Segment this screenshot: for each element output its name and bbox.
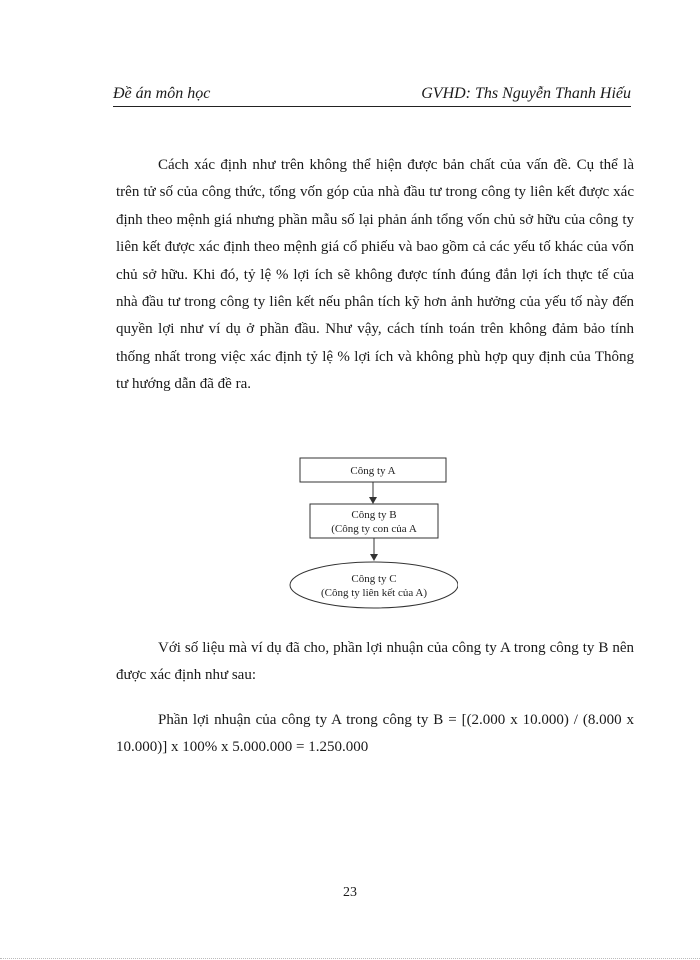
body-paragraph-2: Với số liệu mà ví dụ đã cho, phần lợi nhuận của công ty A trong công ty B nên được xác định như sau: <box>116 640 634 684</box>
body-paragraph-3: Phần lợi nhuận của công ty A trong công ty B = [(2.000 x 10.000) / (8.000 x 10.000)] x 100% x 5.000.000 = 1.250.000 <box>116 712 634 756</box>
node-b-label-2: (Công ty con của A <box>331 523 417 535</box>
diagram-svg <box>288 455 458 615</box>
node-a-label: Công ty A <box>350 465 396 477</box>
node-c-label-1: Công ty C <box>351 573 397 585</box>
body-paragraph-1: Cách xác định như trên không thể hiện được bản chất của vấn đề. Cụ thể là trên tử số của công thức, tổng vốn góp của nhà đầu tư trong công ty liên kết được xác định theo mệnh giá nhưng phần mẫu số lại phản ánh tổng vốn chủ sở hữu của công ty liên kết được xác định theo mệnh giá cổ phiếu và bao gồm cả các yếu tố khác của vốn chủ sở hữu. Khi đó, tỷ lệ % lợi ích sẽ không được tính đúng đắn lợi ích thực tế của nhà đầu tư trong công ty liên kết nếu phân tích kỹ hơn ảnh hưởng của yếu tố này đến quyền lợi như ví dụ ở phần đầu. Như vậy, cách tính toán trên không đảm bảo tính thống nhất trong việc xác định tỷ lệ % lợi ích và không phù hợp quy định của Thông tư hướng dẫn đã đề ra. <box>116 157 634 393</box>
node-c-label-2: (Công ty liên kết của A) <box>320 587 428 599</box>
header-instructor: GVHD: Ths Nguyễn Thanh Hiếu <box>421 85 631 102</box>
page-header <box>113 84 631 107</box>
arrow-a-b-head <box>369 497 377 504</box>
header-course-title: Đề án môn học <box>113 85 211 102</box>
node-c-ellipse <box>290 562 458 608</box>
company-relationship-diagram <box>288 455 458 615</box>
page-bottom-border <box>0 958 700 959</box>
arrow-b-c-head <box>370 554 378 561</box>
page-number: 23 <box>343 885 357 900</box>
node-b-label-1: Công ty B <box>351 509 397 521</box>
